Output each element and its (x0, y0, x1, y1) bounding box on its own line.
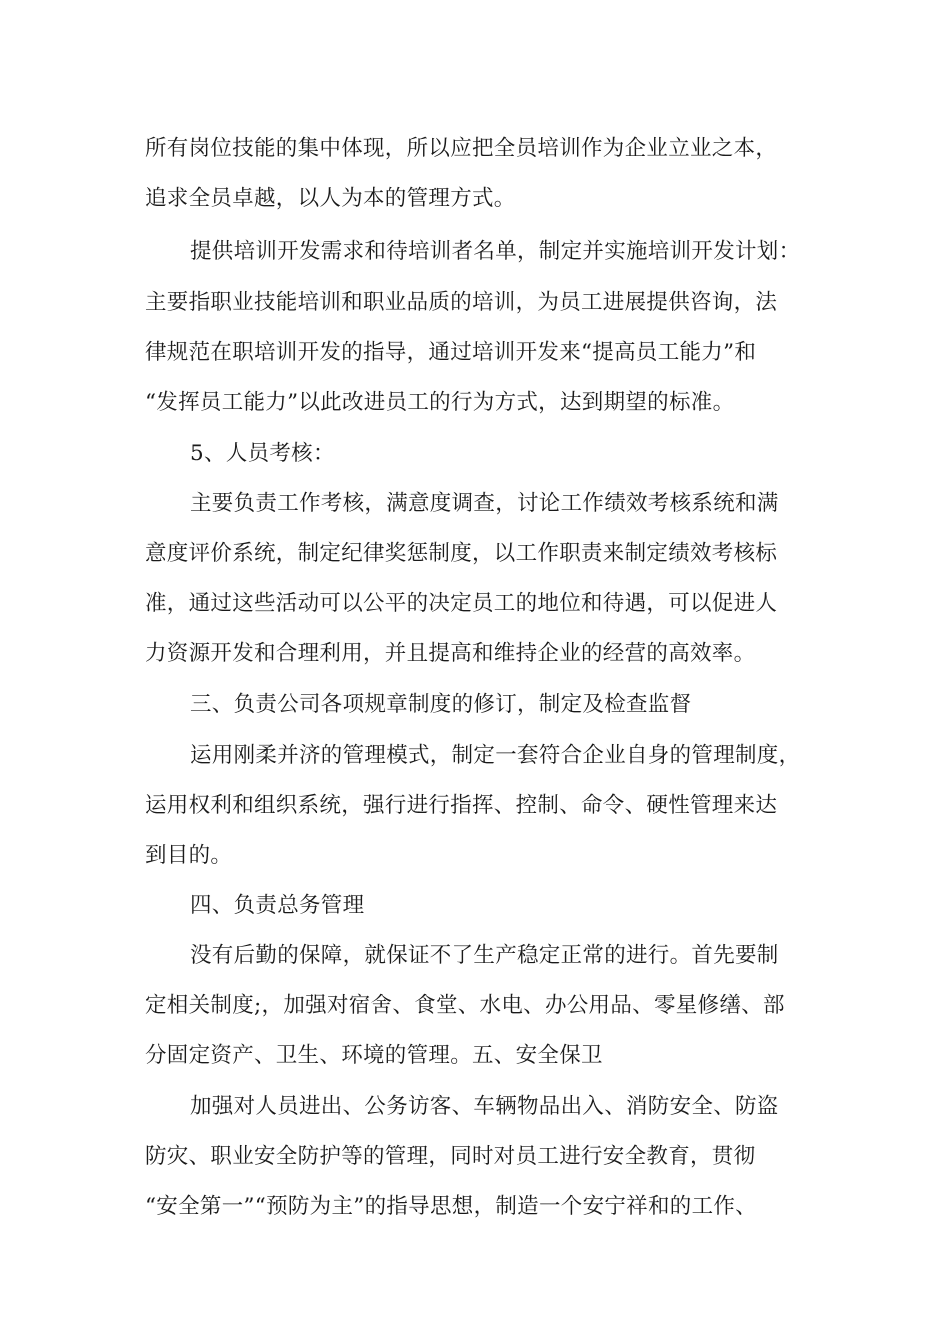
section-heading: 三、负责公司各项规章制度的修订，制定及检查监督 (190, 692, 692, 717)
text-line: 主要指职业技能培训和职业品质的培训，为员工进展提供咨询，法 (145, 290, 778, 315)
text-line: 没有后勤的保障，就保证不了生产稳定正常的进行。首先要制 (190, 943, 779, 968)
text-line: 到目的。 (145, 843, 233, 868)
text-line: 主要负责工作考核，满意度调查，讨论工作绩效考核系统和满 (190, 491, 779, 516)
text-line: 所有岗位技能的集中体现，所以应把全员培训作为企业立业之本， (145, 136, 778, 161)
text-line: 定相关制度;，加强对宿舍、食堂、水电、办公用品、零星修缮、部 (145, 993, 785, 1018)
text-line: 提供培训开发需求和待培训者名单，制定并实施培训开发计划： (190, 239, 801, 264)
text-line: 加强对人员进出、公务访客、车辆物品出入、消防安全、防盗 (190, 1094, 779, 1119)
text-line: “发挥员工能力”以此改进员工的行为方式，达到期望的标准。 (145, 390, 735, 415)
text-line: 意度评价系统，制定纪律奖惩制度，以工作职责来制定绩效考核标 (145, 541, 778, 566)
text-line: 律规范在职培训开发的指导，通过培训开发来“提高员工能力”和 (145, 340, 757, 365)
text-line: 运用刚柔并济的管理模式，制定一套符合企业自身的管理制度， (190, 743, 801, 768)
section-heading: 5、人员考核： (190, 441, 335, 466)
text-line: 力资源开发和合理利用，并且提高和维持企业的经营的高效率。 (145, 641, 756, 666)
text-line: 分固定资产、卫生、环境的管理。五、安全保卫 (145, 1043, 603, 1068)
text-line: 防灾、职业安全防护等的管理，同时对员工进行安全教育，贯彻 (145, 1144, 756, 1169)
text-line: 运用权利和组织系统，强行进行指挥、控制、命令、硬性管理来达 (145, 793, 778, 818)
text-line: 准，通过这些活动可以公平的决定员工的地位和待遇，可以促进人 (145, 591, 778, 616)
section-heading: 四、负责总务管理 (190, 893, 365, 918)
text-line: 追求全员卓越，以人为本的管理方式。 (145, 186, 516, 211)
text-line: “安全第一”“预防为主”的指导思想，制造一个安宁祥和的工作、 (145, 1194, 757, 1219)
